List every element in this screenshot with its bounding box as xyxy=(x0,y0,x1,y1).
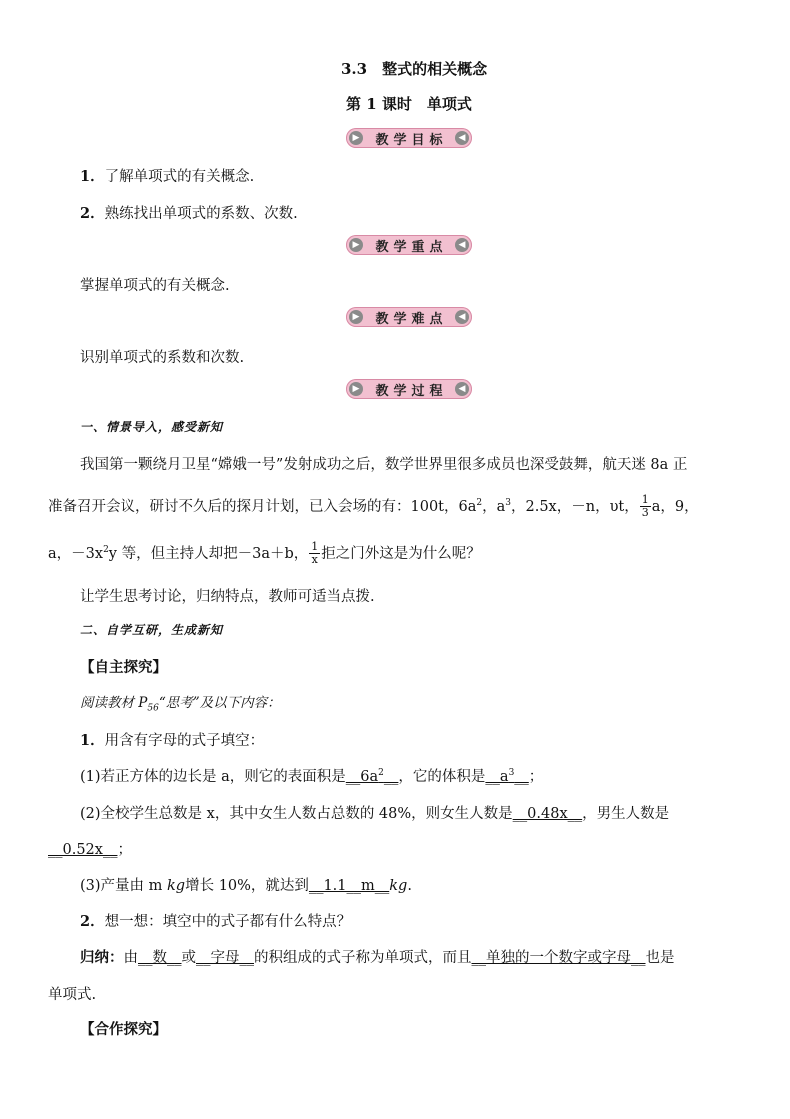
key-points-text: 掌握单项式的有关概念. xyxy=(80,278,230,294)
cooperative-explore-label: 【合作探究】 xyxy=(80,1021,167,1038)
summary-label: 归纳： xyxy=(80,949,124,966)
goal-item-1 xyxy=(80,165,254,186)
goal-item-text: 了解单项式的有关概念. xyxy=(104,169,255,185)
question-1-part-3: (3)产量由 m kg增长 10%，就达到__1.1__m__kg. xyxy=(80,878,412,894)
fraction-one-third: $\frac{1}{3}$ xyxy=(641,493,649,520)
intro-paragraph-line3: a，$-3x^2y$ 等，但主持人却把－3a＋b， $\frac{1}{x}$ 拒之门外这是为什么呢？ xyxy=(48,540,481,567)
section-title: 3.3 整式的相关概念 xyxy=(341,60,488,78)
badge-key-points xyxy=(346,235,472,255)
fraction-one-over-x: $\frac{1}{x}$ xyxy=(311,540,319,567)
arrow-right-icon: ▶ xyxy=(349,310,363,324)
answer-blank: __1.1__m__ xyxy=(308,878,390,894)
arrow-left-icon: ◀ xyxy=(455,382,469,396)
part2-heading: 二、自学互研，生成新知 xyxy=(80,623,224,637)
reading-instruction: 阅读教材 $P_{56}“$思考”及以下内容： xyxy=(80,695,281,714)
question-1-part-1: (1)若正方体的边长是 a，则它的表面积是$\_\_6a^2\_\_$，它的体积是$\_\_a^3\_\_$； xyxy=(80,768,544,785)
badge-label: 教学过程 xyxy=(375,383,448,399)
answer-blank: __0.48x__ xyxy=(512,806,583,822)
answer-blank: __字母__ xyxy=(196,950,254,966)
summary-line2: 单项式. xyxy=(48,987,97,1003)
arrow-left-icon: ◀ xyxy=(455,131,469,145)
self-explore-label: 【自主探究】 xyxy=(80,659,167,676)
goal-item-text: 熟练找出单项式的系数、次数. xyxy=(104,206,298,222)
arrow-right-icon: ▶ xyxy=(349,382,363,396)
part1-heading: 一、情景导入，感受新知 xyxy=(80,420,224,434)
goal-item-number: 1． xyxy=(80,168,105,185)
arrow-left-icon: ◀ xyxy=(455,238,469,252)
arrow-right-icon: ▶ xyxy=(349,238,363,252)
intro-paragraph-line1: 我国第一颗绕月卫星“嫦娥一号”发射成功之后，数学世界里很多成员也深受鼓舞，航天迷 8a 正 xyxy=(80,457,688,473)
question-1-part-2-cont: __0.52x__； xyxy=(48,842,132,858)
answer-blank: $\_\_a^3\_\_$ xyxy=(485,768,529,785)
lesson-title: 第 1 课时 单项式 xyxy=(346,95,472,113)
question-1-part-2: (2)全校学生总数是 x，其中女生人数占总数的 48%，则女生人数是__0.48x__，男生人数是 xyxy=(80,806,670,822)
badge-difficulties xyxy=(346,307,472,327)
goal-item-2 xyxy=(80,202,298,223)
goal-item-number: 2． xyxy=(80,205,105,222)
answer-blank: __数__ xyxy=(138,950,182,966)
question-2: 2．想一想：填空中的式子都有什么特点？ xyxy=(80,913,352,930)
intro-paragraph-line2: 准备召开会议，研讨不久后的探月计划，已入会场的有：100t，$6a^2$，$a^3$，2.5x，－n，υt， $\frac{1}{3}$ a，9， xyxy=(48,493,699,520)
arrow-right-icon: ▶ xyxy=(349,131,363,145)
difficulties-text: 识别单项式的系数和次数. xyxy=(80,350,245,366)
badge-label: 教学目标 xyxy=(375,132,448,148)
question-1: 1．用含有字母的式子填空： xyxy=(80,732,265,749)
badge-teaching-goals xyxy=(346,128,472,148)
answer-blank: __单独的一个数字或字母__ xyxy=(471,950,646,966)
summary-line1: 归纳：由__数__或__字母__的积组成的式子称为单项式，而且__单独的一个数字或字母__也是 xyxy=(80,949,675,966)
badge-label: 教学难点 xyxy=(375,311,448,327)
badge-label: 教学重点 xyxy=(375,239,448,255)
answer-blank: $\_\_6a^2\_\_$ xyxy=(345,768,399,785)
badge-teaching-process xyxy=(346,379,472,399)
arrow-left-icon: ◀ xyxy=(455,310,469,324)
answer-blank: __0.52x__ xyxy=(48,842,118,858)
intro-paragraph-2: 让学生思考讨论，归纳特点，教师可适当点拨. xyxy=(80,589,375,605)
